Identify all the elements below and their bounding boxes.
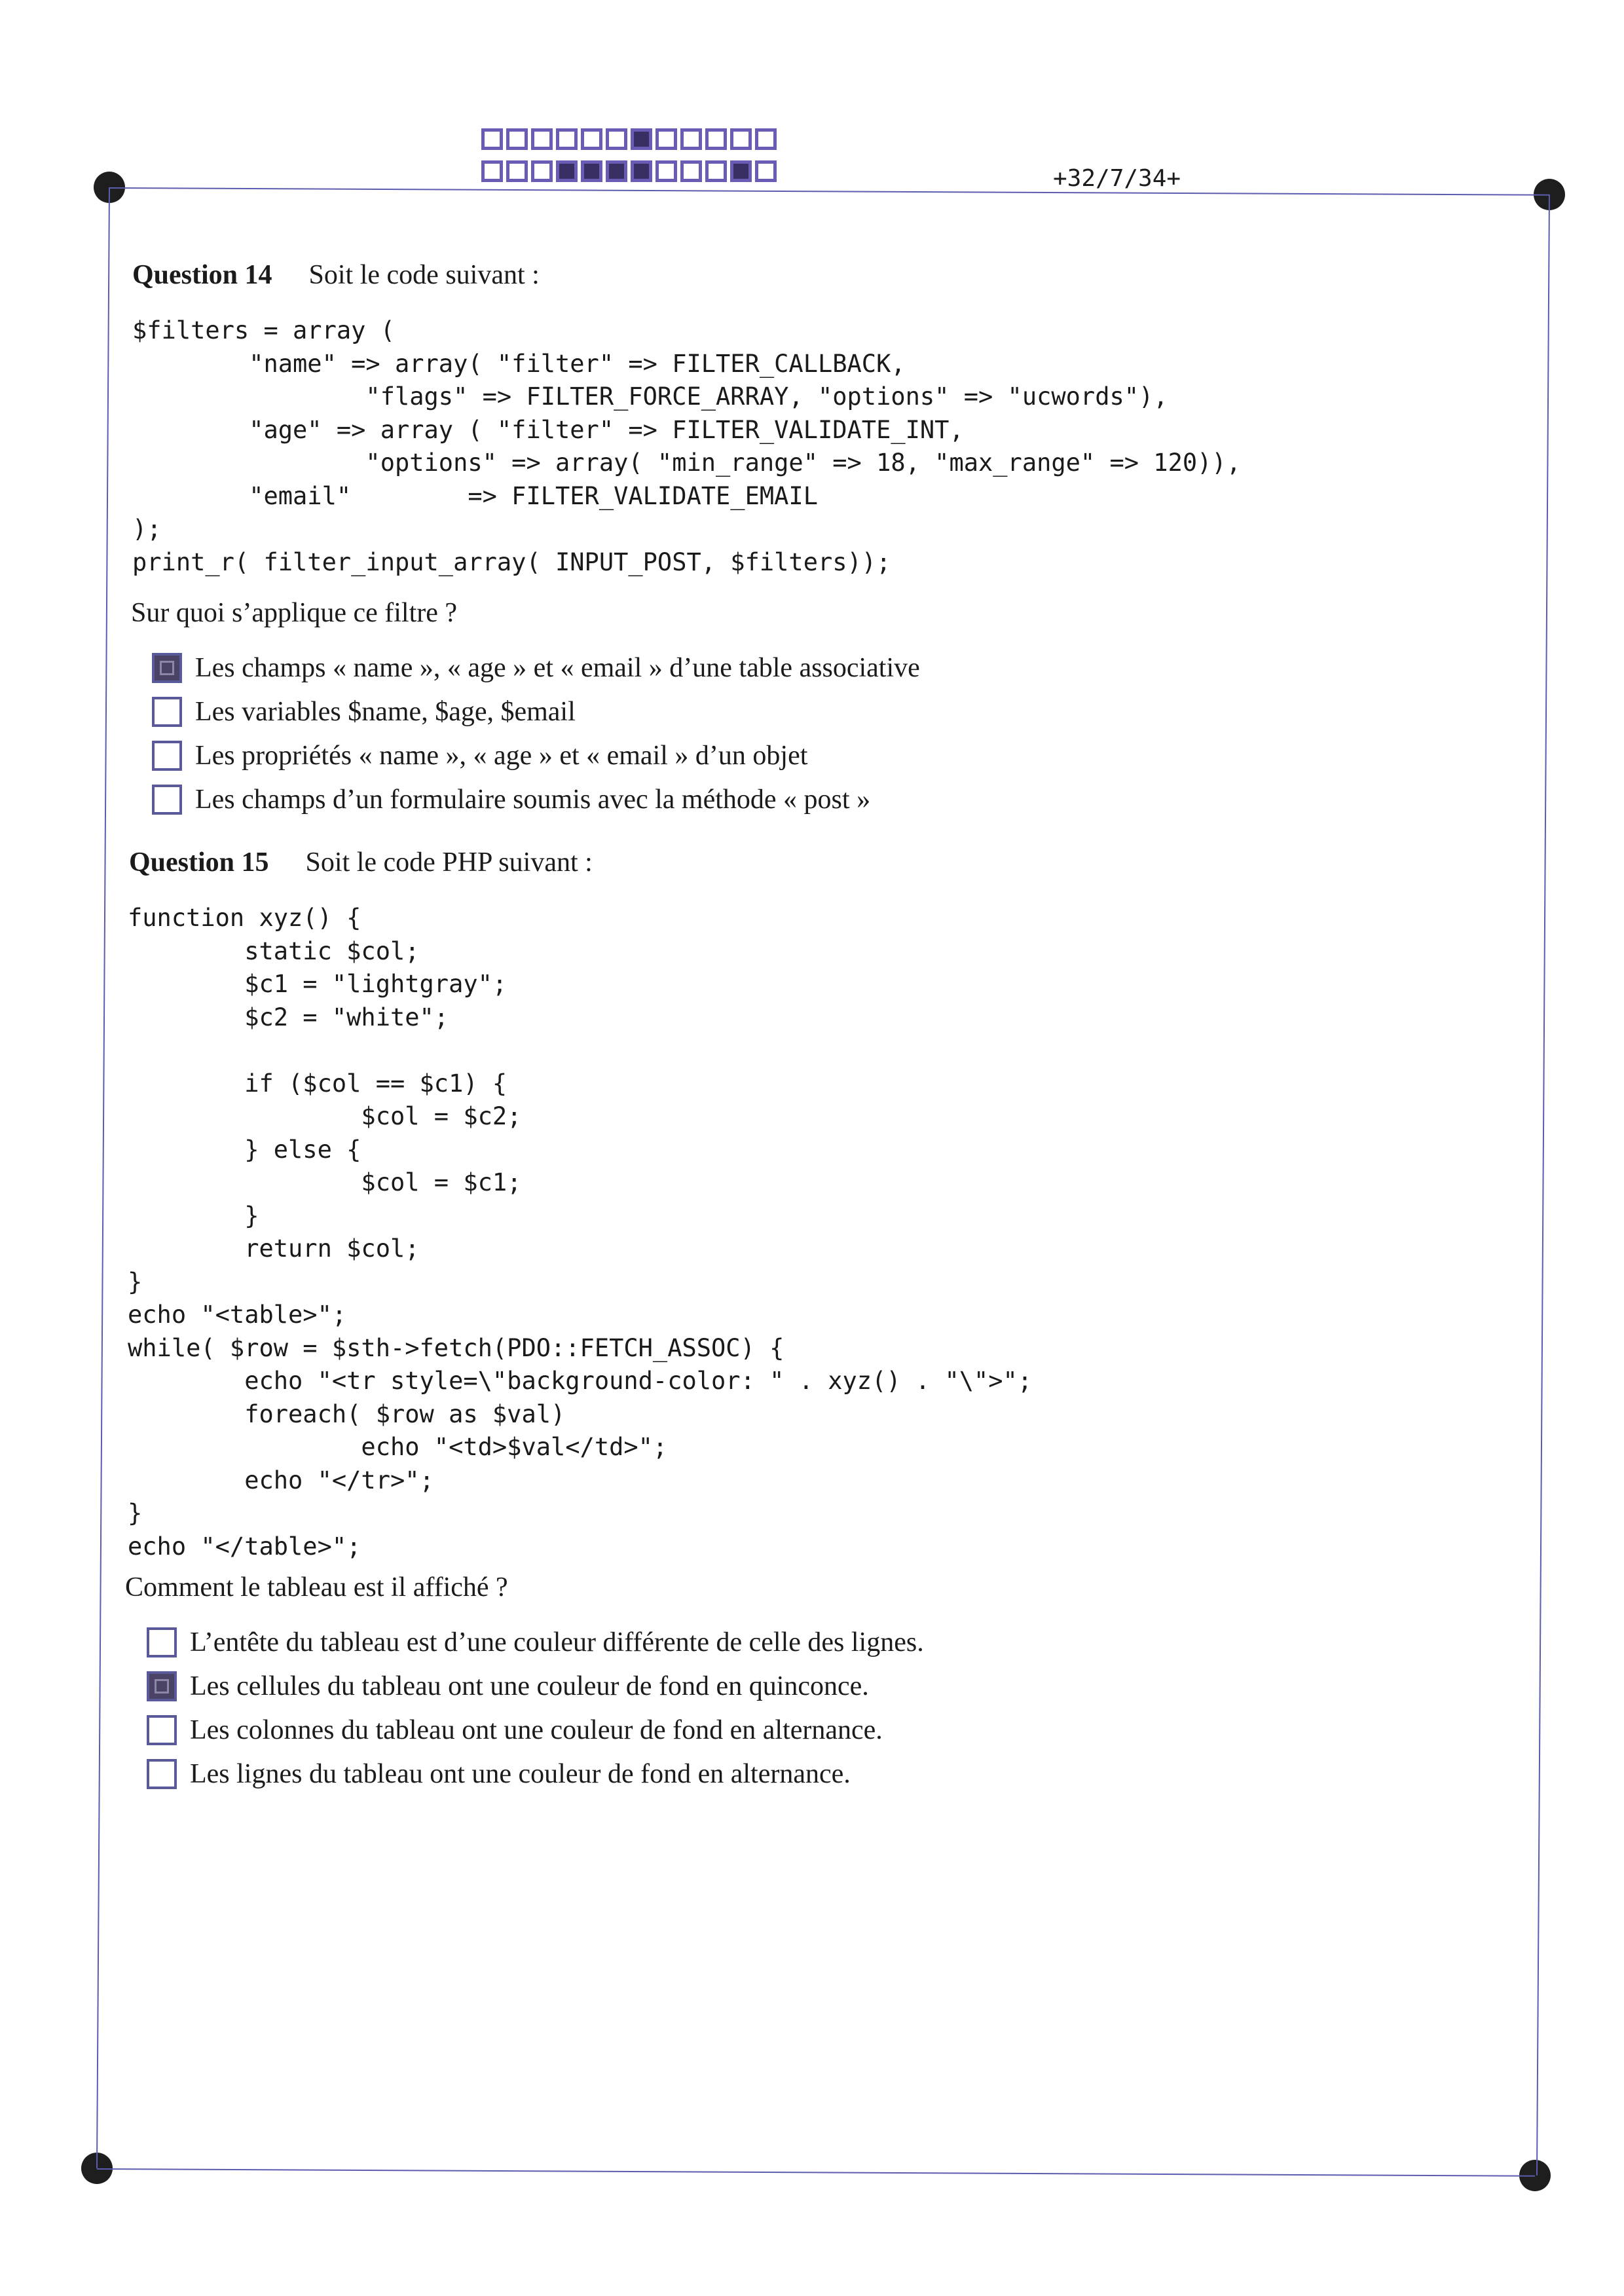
question-15-prompt: Comment le tableau est il affiché ? xyxy=(125,1572,508,1602)
question-15-intro: Soit le code PHP suivant : xyxy=(305,847,593,878)
question-14-prompt: Sur quoi s’applique ce filtre ? xyxy=(131,598,458,628)
barcode-cell xyxy=(581,128,602,150)
question-14-answer-4[interactable] xyxy=(152,784,870,815)
question-15-answer-3[interactable] xyxy=(147,1714,883,1746)
barcode-cell xyxy=(730,160,752,182)
answer-checkbox[interactable] xyxy=(152,785,182,815)
question-14-answer-2[interactable] xyxy=(152,696,576,728)
answer-checkbox[interactable] xyxy=(147,1627,177,1657)
answer-checkbox[interactable] xyxy=(152,741,182,771)
barcode-cell xyxy=(680,128,702,150)
answer-label: Les variables $name, $age, $email xyxy=(195,697,576,727)
question-15-answer-1[interactable] xyxy=(147,1627,924,1658)
barcode-cell xyxy=(581,160,602,182)
answer-checkbox[interactable] xyxy=(152,653,182,683)
barcode-cell xyxy=(655,128,677,150)
barcode-cell xyxy=(606,128,627,150)
barcode-cell xyxy=(655,160,677,182)
page-code: +32/7/34+ xyxy=(1053,165,1181,192)
barcode-cell xyxy=(705,128,727,150)
answer-label: Les lignes du tableau ont une couleur de fond en alternance. xyxy=(190,1759,851,1789)
answer-checkbox[interactable] xyxy=(147,1759,177,1789)
question-14-answer-3[interactable] xyxy=(152,740,807,771)
question-15-answer-4[interactable] xyxy=(147,1758,851,1790)
question-15-number: Question 15 xyxy=(129,847,269,878)
barcode-cell xyxy=(556,128,578,150)
barcode-cell xyxy=(481,160,503,182)
barcode-cell xyxy=(705,160,727,182)
question-15-code: function xyz() { static $col; $c1 = "lightgray"; $c2 = "white"; if ($col == $c1) { $col = $c2; } else { $col = $c1; } return $col; } echo "<table>"; while( $row = $sth->fetch(PDO::FETCH_ASSOC) { echo "<tr style=\"background-color: " . xyz() . "\">"; foreach( $row as $val) echo "<td>$val</td>"; echo "</tr>"; } echo "</table>"; xyxy=(128,904,1033,1561)
answer-checkbox[interactable] xyxy=(147,1715,177,1745)
question-14-answer-1[interactable] xyxy=(152,652,920,684)
answer-checkbox[interactable] xyxy=(152,697,182,727)
answer-label: Les colonnes du tableau ont une couleur de fond en alternance. xyxy=(190,1715,883,1745)
question-14-number: Question 14 xyxy=(132,260,272,290)
barcode-cell xyxy=(506,128,528,150)
barcode-cell xyxy=(606,160,627,182)
frame-right xyxy=(1536,194,1550,2176)
frame-top xyxy=(109,187,1549,196)
barcode-cell xyxy=(506,160,528,182)
question-14-title xyxy=(132,259,540,291)
barcode-cell xyxy=(730,128,752,150)
barcode-cell xyxy=(755,128,777,150)
question-14-code: $filters = array ( "name" => array( "filter" => FILTER_CALLBACK, "flags" => FILTER_FORCE_ARRAY, "options" => "ucwords"), "age" => array ( "filter" => FILTER_VALIDATE_INT, "options" => array( "min_range" => 18, "max_range" => 120)), "email" => FILTER_VALIDATE_EMAIL ); print_r( filter_input_array( INPUT_POST, $filters)); xyxy=(132,316,1241,576)
frame-left xyxy=(96,187,110,2168)
question-15-title xyxy=(129,847,593,878)
barcode-cell xyxy=(481,128,503,150)
answer-label: Les champs « name », « age » et « email » d’une table associative xyxy=(195,653,920,683)
answer-label: Les champs d’un formulaire soumis avec la méthode « post » xyxy=(195,785,871,815)
answer-checkbox[interactable] xyxy=(147,1671,177,1701)
barcode-cell xyxy=(556,160,578,182)
barcode-row-top xyxy=(481,128,777,150)
answer-label: L’entête du tableau est d’une couleur différente de celle des lignes. xyxy=(190,1627,924,1657)
frame-bottom xyxy=(97,2168,1535,2177)
barcode-cell xyxy=(531,128,553,150)
barcode-row-bottom xyxy=(481,160,777,182)
barcode-cell xyxy=(631,160,652,182)
answer-label: Les propriétés « name », « age » et « email » d’un objet xyxy=(195,741,808,771)
question-14-intro: Soit le code suivant : xyxy=(308,260,540,290)
barcode-cell xyxy=(631,128,652,150)
answer-label: Les cellules du tableau ont une couleur de fond en quinconce. xyxy=(190,1671,869,1701)
question-15-answer-2[interactable] xyxy=(147,1671,869,1702)
barcode-cell xyxy=(755,160,777,182)
barcode-cell xyxy=(680,160,702,182)
barcode-cell xyxy=(531,160,553,182)
